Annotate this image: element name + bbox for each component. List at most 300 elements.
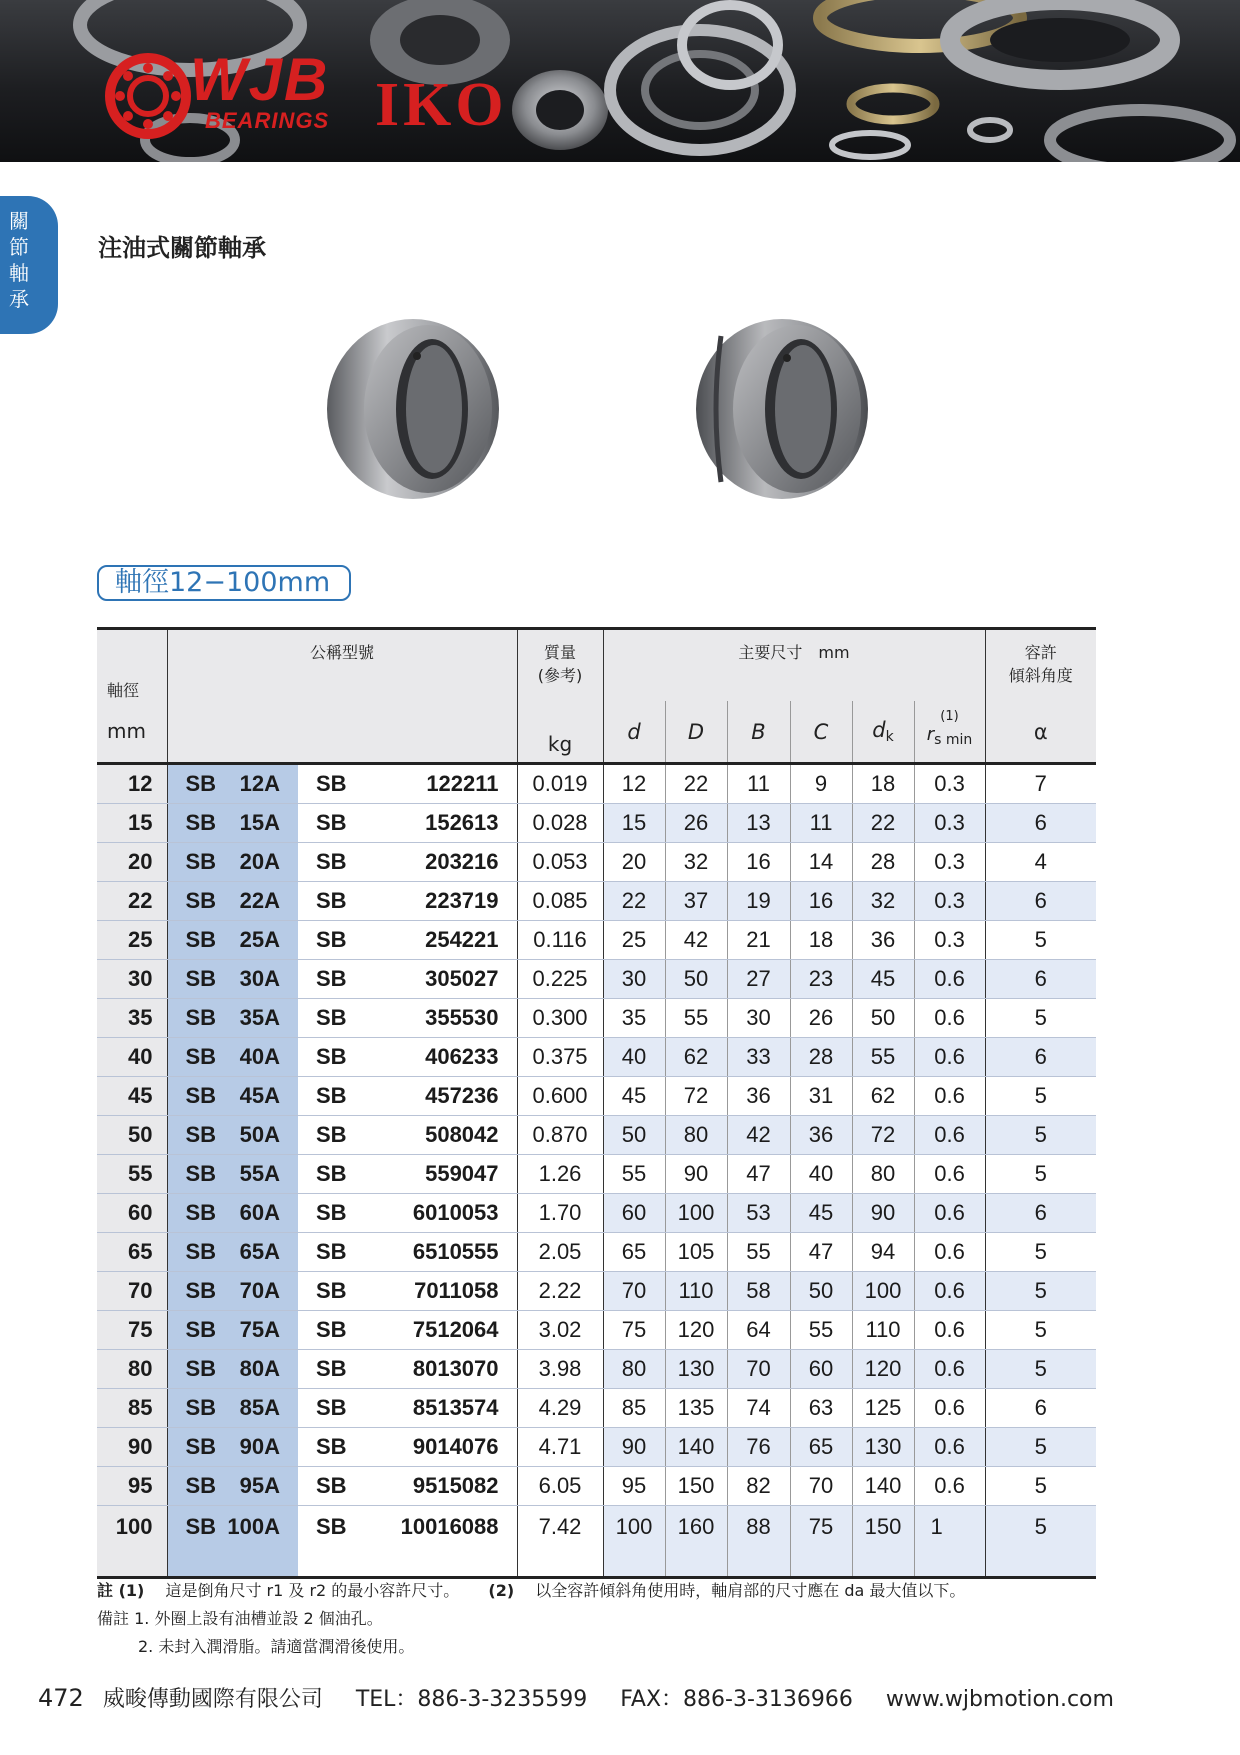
side-tab-char: 軸	[9, 261, 29, 285]
cell-shaft: 45	[97, 1077, 167, 1116]
model-prefix: SB	[185, 1239, 217, 1264]
cell-B: 36	[727, 1077, 790, 1116]
cell-d: 80	[603, 1350, 665, 1389]
cell-rs: 0.6	[914, 999, 985, 1038]
cell-D: 100	[665, 1194, 727, 1233]
cell-dk: 110	[852, 1311, 914, 1350]
cell-model-a-text	[168, 810, 299, 836]
cell-D: 90	[665, 1155, 727, 1194]
cell-model-b	[298, 1194, 517, 1233]
cell-model-a	[167, 843, 298, 882]
model-prefix: SB	[185, 771, 217, 796]
model-code: 10016088	[400, 1514, 499, 1539]
model-prefix: SB	[316, 1514, 347, 1539]
model-prefix: SB	[316, 1395, 347, 1420]
table-row	[97, 1233, 1096, 1272]
cell-alpha: 5	[985, 1233, 1096, 1272]
cell-model-b	[298, 1077, 517, 1116]
cell-model-a	[167, 1467, 298, 1506]
table-row	[97, 804, 1096, 843]
col-dk-symbol: d	[872, 718, 886, 742]
model-code: 55A	[239, 1161, 280, 1186]
model-code: 12A	[239, 771, 280, 796]
cell-B: 70	[727, 1350, 790, 1389]
side-tab-char: 承	[9, 287, 29, 311]
cell-model-a	[167, 1233, 298, 1272]
model-code: 70A	[239, 1278, 280, 1303]
model-prefix: SB	[316, 966, 347, 991]
cell-model-a-text	[168, 1005, 299, 1031]
model-prefix: SB	[316, 1122, 347, 1147]
model-prefix: SB	[185, 1317, 217, 1342]
cell-shaft: 30	[97, 960, 167, 999]
cell-shaft: 12	[97, 764, 167, 804]
page-footer	[38, 1682, 1140, 1713]
cell-model-b-text	[298, 1044, 517, 1070]
model-code: 25A	[239, 927, 280, 952]
cell-alpha: 5	[985, 1155, 1096, 1194]
model-prefix: SB	[185, 1356, 217, 1381]
cell-dk: 45	[852, 960, 914, 999]
model-prefix: SB	[185, 1514, 217, 1539]
cell-rs: 0.6	[914, 960, 985, 999]
cell-model-b-text	[298, 1317, 517, 1343]
cell-model-b-text	[298, 1200, 517, 1226]
cell-model-b	[298, 1506, 517, 1578]
table-row	[97, 1350, 1096, 1389]
cell-model-a	[167, 1155, 298, 1194]
cell-d: 40	[603, 1038, 665, 1077]
cell-d: 65	[603, 1233, 665, 1272]
mass-header	[517, 629, 603, 702]
notes-section	[97, 1577, 965, 1661]
cell-model-a	[167, 960, 298, 999]
cell-model-b	[298, 843, 517, 882]
cell-D: 110	[665, 1272, 727, 1311]
cell-model-a-text	[168, 1122, 299, 1148]
model-header: 公稱型號	[167, 629, 517, 764]
bearing-product-image	[322, 316, 504, 502]
mass-header-ref: (參考)	[537, 666, 583, 685]
model-code: 152613	[425, 810, 499, 835]
cell-alpha: 6	[985, 882, 1096, 921]
cell-D: 42	[665, 921, 727, 960]
company-name: 威畯傳動國際有限公司	[102, 1687, 323, 1712]
tilt-header	[985, 629, 1096, 702]
cell-model-a	[167, 1272, 298, 1311]
cell-d: 75	[603, 1311, 665, 1350]
cell-alpha: 5	[985, 921, 1096, 960]
cell-model-a	[167, 1311, 298, 1350]
cell-model-b-text	[298, 771, 517, 797]
cell-model-a	[167, 882, 298, 921]
cell-rs: 0.6	[914, 1350, 985, 1389]
cell-C: 60	[790, 1350, 852, 1389]
model-prefix: SB	[316, 927, 347, 952]
model-code: 65A	[239, 1239, 280, 1264]
col-dk-header	[852, 701, 914, 764]
cell-dk: 94	[852, 1233, 914, 1272]
cell-d: 20	[603, 843, 665, 882]
wjb-logo: WJB	[190, 46, 330, 113]
model-prefix: SB	[316, 1317, 347, 1342]
model-code: 559047	[425, 1161, 499, 1186]
cell-rs: 0.6	[914, 1155, 985, 1194]
model-code: 203216	[425, 849, 499, 874]
cell-alpha: 4	[985, 843, 1096, 882]
cell-model-a	[167, 764, 298, 804]
cell-rs: 0.6	[914, 1233, 985, 1272]
bearing-photo-collage	[0, 0, 1240, 162]
bearing-spec-table	[97, 627, 1096, 1579]
cell-D: 72	[665, 1077, 727, 1116]
cell-d: 95	[603, 1467, 665, 1506]
cell-shaft: 75	[97, 1311, 167, 1350]
model-prefix: SB	[316, 1356, 347, 1381]
iko-logo: IKO	[375, 71, 508, 139]
model-code: 8013070	[412, 1356, 499, 1381]
cell-mass: 0.225	[517, 960, 603, 999]
model-code: 30A	[239, 966, 280, 991]
table-row	[97, 1155, 1096, 1194]
table-row	[97, 1038, 1096, 1077]
cell-rs: 0.3	[914, 843, 985, 882]
col-D-header: D	[665, 701, 727, 764]
cell-rs: 0.6	[914, 1038, 985, 1077]
cell-D: 37	[665, 882, 727, 921]
shaft-range-label: 軸徑12−100mm	[97, 565, 351, 601]
cell-B: 13	[727, 804, 790, 843]
cell-C: 65	[790, 1428, 852, 1467]
model-prefix: SB	[316, 888, 347, 913]
cell-d: 45	[603, 1077, 665, 1116]
cell-shaft: 80	[97, 1350, 167, 1389]
model-prefix: SB	[316, 1161, 347, 1186]
cell-model-b	[298, 1350, 517, 1389]
cell-mass: 3.98	[517, 1350, 603, 1389]
cell-dk: 36	[852, 921, 914, 960]
spec-table-body	[97, 764, 1096, 1578]
col-C-header: C	[790, 701, 852, 764]
cell-shaft: 90	[97, 1428, 167, 1467]
shaft-header-unit: mm	[107, 719, 146, 743]
tilt-header-line1: 容許	[1024, 643, 1057, 662]
cell-B: 27	[727, 960, 790, 999]
cell-D: 50	[665, 960, 727, 999]
model-prefix: SB	[185, 1395, 217, 1420]
cell-rs: 0.6	[914, 1194, 985, 1233]
cell-model-a-text	[168, 1161, 299, 1187]
cell-shaft: 55	[97, 1155, 167, 1194]
shaft-header	[97, 629, 167, 764]
cell-model-a-text	[168, 1514, 299, 1540]
model-code: 6510555	[412, 1239, 499, 1264]
cell-model-b-text	[298, 1005, 517, 1031]
cell-shaft: 35	[97, 999, 167, 1038]
model-code: 40A	[239, 1044, 280, 1069]
model-code: 9014076	[412, 1434, 499, 1459]
cell-model-b	[298, 1116, 517, 1155]
cell-dk: 18	[852, 764, 914, 804]
header-banner	[0, 0, 1240, 162]
table-row	[97, 1116, 1096, 1155]
cell-d: 25	[603, 921, 665, 960]
model-code: 6010053	[412, 1200, 499, 1225]
col-dk-subscript: k	[885, 729, 894, 745]
footer-website[interactable]: www.wjbmotion.com	[885, 1687, 1114, 1712]
note-2-label: (2)	[488, 1581, 515, 1600]
model-code: 75A	[239, 1317, 280, 1342]
cell-model-b-text	[298, 1473, 517, 1499]
cell-mass: 6.05	[517, 1467, 603, 1506]
cell-C: 63	[790, 1389, 852, 1428]
cell-model-a-text	[168, 1200, 299, 1226]
cell-model-b	[298, 1389, 517, 1428]
table-row	[97, 1194, 1096, 1233]
table-row	[97, 921, 1096, 960]
model-prefix: SB	[185, 849, 217, 874]
cell-model-a	[167, 804, 298, 843]
cell-model-a-text	[168, 1239, 299, 1265]
cell-model-a-text	[168, 1044, 299, 1070]
cell-model-a	[167, 1389, 298, 1428]
cell-alpha: 6	[985, 1038, 1096, 1077]
model-code: 45A	[239, 1083, 280, 1108]
table-row	[97, 1467, 1096, 1506]
cell-model-a	[167, 1506, 298, 1578]
cell-rs: 0.3	[914, 882, 985, 921]
section-side-tab	[0, 196, 58, 334]
model-code: 457236	[425, 1083, 499, 1108]
cell-model-b	[298, 921, 517, 960]
cell-dk: 28	[852, 843, 914, 882]
cell-model-a-text	[168, 1317, 299, 1343]
footer-tel: TEL：886-3-3235599	[355, 1687, 588, 1712]
remark-1: 備註 1. 外圈上設有油槽並設 2 個油孔。	[97, 1609, 383, 1628]
cell-d: 55	[603, 1155, 665, 1194]
model-code: 355530	[425, 1005, 499, 1030]
cell-shaft: 95	[97, 1467, 167, 1506]
bearing-product-image	[691, 316, 873, 502]
cell-d: 30	[603, 960, 665, 999]
model-code: 254221	[425, 927, 499, 952]
cell-shaft: 15	[97, 804, 167, 843]
cell-mass: 0.085	[517, 882, 603, 921]
model-prefix: SB	[185, 1200, 217, 1225]
cell-model-b	[298, 999, 517, 1038]
cell-alpha: 5	[985, 1311, 1096, 1350]
cell-D: 62	[665, 1038, 727, 1077]
cell-C: 75	[790, 1506, 852, 1578]
cell-B: 30	[727, 999, 790, 1038]
cell-shaft: 20	[97, 843, 167, 882]
cell-model-a-text	[168, 1356, 299, 1382]
col-B-header: B	[727, 701, 790, 764]
cell-model-b-text	[298, 927, 517, 953]
model-prefix: SB	[316, 1044, 347, 1069]
cell-model-a	[167, 1350, 298, 1389]
model-code: 85A	[239, 1395, 280, 1420]
cell-shaft: 100	[97, 1506, 167, 1578]
cell-C: 40	[790, 1155, 852, 1194]
cell-d: 35	[603, 999, 665, 1038]
cell-d: 50	[603, 1116, 665, 1155]
cell-rs: 1	[914, 1506, 985, 1578]
cell-B: 55	[727, 1233, 790, 1272]
col-rs-subscript: s min	[934, 732, 973, 748]
cell-model-b	[298, 1428, 517, 1467]
model-code: 305027	[425, 966, 499, 991]
table-row	[97, 1077, 1096, 1116]
col-rs-symbol: r	[926, 724, 935, 745]
model-code: 35A	[239, 1005, 280, 1030]
table-row	[97, 1428, 1096, 1467]
cell-alpha: 5	[985, 1350, 1096, 1389]
cell-shaft: 70	[97, 1272, 167, 1311]
model-prefix: SB	[185, 966, 217, 991]
shaft-header-label: 軸徑	[107, 681, 140, 700]
cell-model-a	[167, 999, 298, 1038]
cell-model-b	[298, 764, 517, 804]
col-rs-header	[914, 701, 985, 764]
cell-C: 14	[790, 843, 852, 882]
cell-C: 31	[790, 1077, 852, 1116]
cell-C: 16	[790, 882, 852, 921]
cell-C: 23	[790, 960, 852, 999]
cell-model-a	[167, 1038, 298, 1077]
cell-alpha: 6	[985, 804, 1096, 843]
model-prefix: SB	[185, 1005, 217, 1030]
cell-model-b	[298, 882, 517, 921]
model-prefix: SB	[316, 1239, 347, 1264]
cell-model-a-text	[168, 888, 299, 914]
cell-C: 50	[790, 1272, 852, 1311]
cell-dk: 72	[852, 1116, 914, 1155]
cell-alpha: 6	[985, 1194, 1096, 1233]
model-code: 122211	[426, 771, 499, 796]
cell-B: 11	[727, 764, 790, 804]
cell-D: 32	[665, 843, 727, 882]
cell-B: 53	[727, 1194, 790, 1233]
cell-model-a-text	[168, 771, 299, 797]
cell-model-a	[167, 1116, 298, 1155]
cell-dk: 120	[852, 1350, 914, 1389]
model-code: 50A	[239, 1122, 280, 1147]
cell-mass: 7.42	[517, 1506, 603, 1578]
cell-alpha: 5	[985, 1506, 1096, 1578]
cell-model-a	[167, 1077, 298, 1116]
cell-alpha: 6	[985, 960, 1096, 999]
cell-shaft: 60	[97, 1194, 167, 1233]
side-tab-char: 節	[9, 235, 29, 259]
model-prefix: SB	[185, 1434, 217, 1459]
cell-D: 140	[665, 1428, 727, 1467]
cell-alpha: 5	[985, 999, 1096, 1038]
model-code: 508042	[425, 1122, 499, 1147]
cell-d: 15	[603, 804, 665, 843]
cell-rs: 0.6	[914, 1272, 985, 1311]
note-1-label: 註 (1)	[97, 1581, 145, 1600]
cell-mass: 4.29	[517, 1389, 603, 1428]
cell-B: 64	[727, 1311, 790, 1350]
cell-model-a-text	[168, 1083, 299, 1109]
cell-B: 16	[727, 843, 790, 882]
cell-B: 42	[727, 1116, 790, 1155]
cell-model-b	[298, 1038, 517, 1077]
cell-model-a-text	[168, 1395, 299, 1421]
cell-model-a-text	[168, 1473, 299, 1499]
cell-model-b-text	[298, 888, 517, 914]
cell-D: 120	[665, 1311, 727, 1350]
cell-mass: 0.300	[517, 999, 603, 1038]
cell-model-b-text	[298, 1395, 517, 1421]
cell-d: 60	[603, 1194, 665, 1233]
model-prefix: SB	[185, 888, 217, 913]
cell-D: 150	[665, 1467, 727, 1506]
table-row	[97, 843, 1096, 882]
table-row	[97, 764, 1096, 804]
cell-model-a	[167, 1194, 298, 1233]
table-row	[97, 999, 1096, 1038]
cell-model-a-text	[168, 1278, 299, 1304]
cell-rs: 0.3	[914, 764, 985, 804]
model-code: 60A	[239, 1200, 280, 1225]
cell-C: 55	[790, 1311, 852, 1350]
cell-mass: 2.05	[517, 1233, 603, 1272]
cell-B: 47	[727, 1155, 790, 1194]
cell-model-b-text	[298, 1514, 517, 1540]
dims-header: 主要尺寸 mm	[603, 629, 985, 702]
model-prefix: SB	[316, 771, 347, 796]
cell-mass: 0.116	[517, 921, 603, 960]
cell-mass: 0.028	[517, 804, 603, 843]
cell-model-a-text	[168, 966, 299, 992]
cell-D: 26	[665, 804, 727, 843]
cell-shaft: 85	[97, 1389, 167, 1428]
cell-dk: 32	[852, 882, 914, 921]
col-d-header: d	[603, 701, 665, 764]
model-prefix: SB	[316, 810, 347, 835]
model-code: 90A	[239, 1434, 280, 1459]
cell-C: 18	[790, 921, 852, 960]
page-number: 472	[38, 1684, 84, 1712]
model-prefix: SB	[185, 1044, 217, 1069]
table-row	[97, 1272, 1096, 1311]
cell-C: 9	[790, 764, 852, 804]
cell-shaft: 22	[97, 882, 167, 921]
note-row-1	[97, 1577, 965, 1605]
cell-D: 80	[665, 1116, 727, 1155]
model-prefix: SB	[316, 1473, 347, 1498]
model-code: 223719	[425, 888, 499, 913]
cell-model-a-text	[168, 849, 299, 875]
footer-fax: FAX：886-3-3136966	[620, 1687, 853, 1712]
table-row	[97, 882, 1096, 921]
cell-mass: 4.71	[517, 1428, 603, 1467]
cell-model-b-text	[298, 1161, 517, 1187]
cell-model-a	[167, 921, 298, 960]
cell-d: 90	[603, 1428, 665, 1467]
cell-model-b-text	[298, 810, 517, 836]
cell-model-a	[167, 1428, 298, 1467]
cell-d: 70	[603, 1272, 665, 1311]
cell-alpha: 7	[985, 764, 1096, 804]
cell-B: 76	[727, 1428, 790, 1467]
cell-model-b	[298, 1155, 517, 1194]
cell-C: 26	[790, 999, 852, 1038]
model-prefix: SB	[185, 927, 217, 952]
cell-model-b-text	[298, 1239, 517, 1265]
